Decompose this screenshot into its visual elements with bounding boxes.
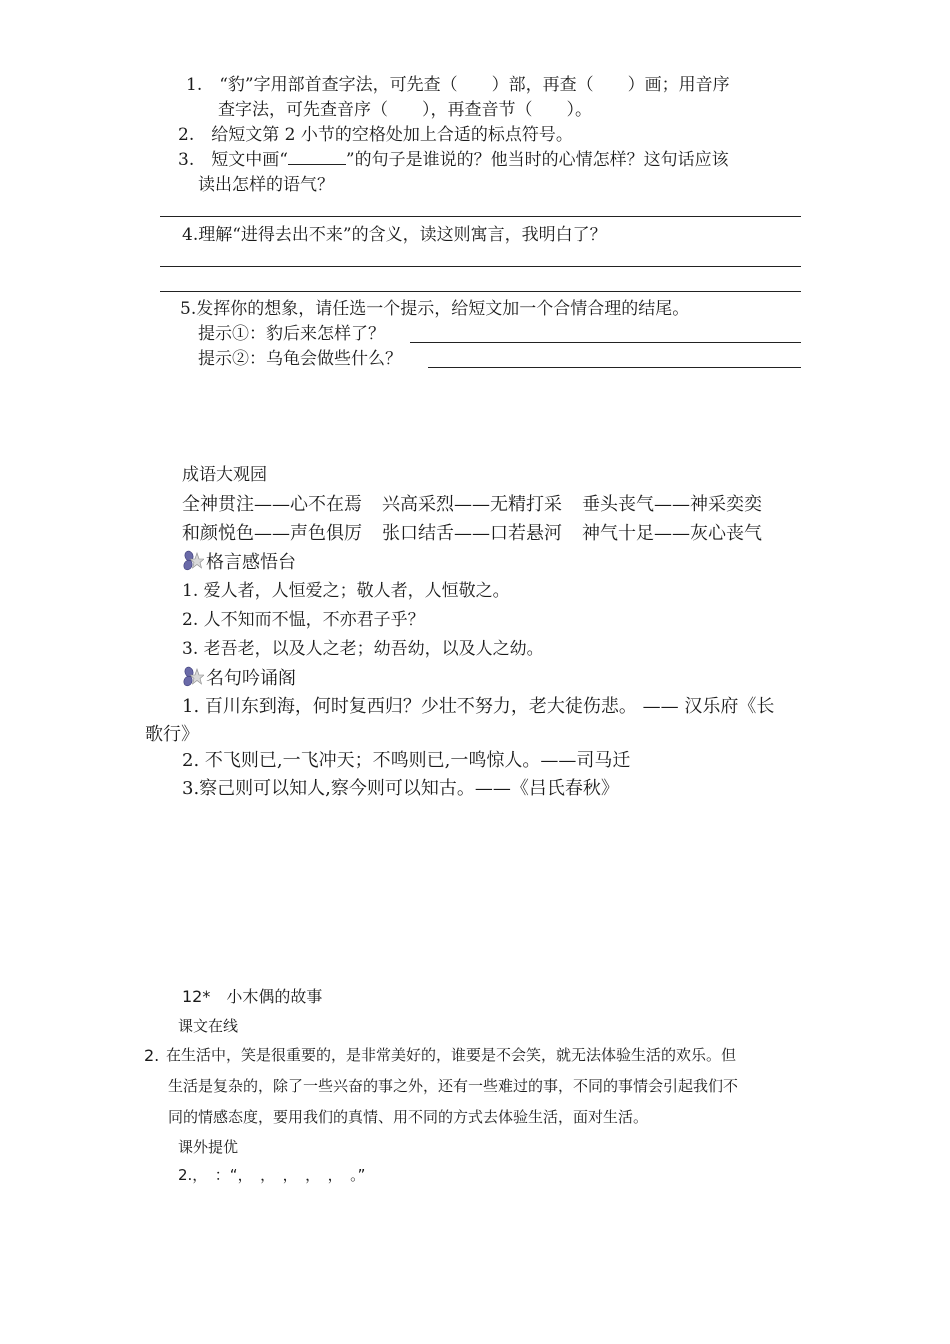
hint-2-label: 提示②：乌龟会做些什么？ [198,349,402,369]
question-1-line1: 1. “豹”字用部首查字法，可先查（ ）部，再查（ ）画；用音序 [186,75,730,95]
quotes-heading [182,666,296,690]
idiom-pair: 和颜悦色——声色俱厉 [182,523,362,544]
question-2: 2. 给短文第 2 小节的空格处加上合适的标点符号。 [178,125,573,145]
idiom-pair: 神气十足——灰心丧气 [582,523,762,544]
star-flower-icon [182,550,204,572]
idioms-row-2 [182,523,762,545]
question-5: 5.发挥你的想象，请任选一个提示，给短文加一个合情合理的结尾。 [180,299,690,319]
idiom-pair: 兴高采烈——无精打采 [382,494,562,515]
hint-2 [198,349,402,369]
idiom-pair: 张口结舌——口若悬河 [382,523,562,544]
answer-line [160,266,801,267]
quote-3: 3.察己则可以知人,察今则可以知古。——《吕氏春秋》 [182,778,619,799]
maxim-item: 3. 老吾老，以及人之老；幼吾幼，以及人之幼。 [182,639,544,659]
section-title-extracurricular: 课外提优 [178,1138,239,1156]
paragraph-line: 生活是复杂的，除了一些兴奋的事之外，还有一些难过的事，不同的事情会引起我们不 [168,1077,739,1095]
question-3-line1 [178,150,729,170]
underline-blank [288,150,346,165]
item-number: 2. [144,1046,160,1065]
idiom-pair: 垂头丧气——神采奕奕 [582,494,762,515]
hint-1-label: 提示①：豹后来怎样了？ [198,324,385,344]
maxim-item: 1. 爱人者，人恒爱之；敬人者，人恒敬之。 [182,581,510,601]
paragraph-line: 同的情感态度，要用我们的真情、用不同的方式去体验生活，面对生活。 [168,1108,649,1126]
answer-line [428,367,801,368]
quote-1-line1: 1. 百川东到海，何时复西归？少壮不努力，老大徒伤悲。 —— 汉乐府《长 [182,696,775,717]
lesson-title: 12* 小木偶的故事 [182,987,323,1006]
question-3-suffix: ”的句子是谁说的？他当时的心情怎样？这句话应该 [345,150,729,170]
section-title-text-online: 课文在线 [178,1017,239,1035]
question-4: 4.理解“进得去出不来”的含义，读这则寓言，我明白了？ [182,225,607,245]
quote-1-line2: 歌行》 [145,724,199,745]
idioms-row-1 [182,494,762,516]
answer-line [410,342,801,343]
star-flower-icon [182,666,204,688]
idiom-pair: 全神贯注——心不在焉 [182,494,362,515]
question-3-prefix: 3. 短文中画“ [178,150,288,170]
quote-2: 2. 不飞则已,一飞冲天；不鸣则已,一鸣惊人。——司马迁 [182,750,631,771]
maxim-item: 2. 人不知而不愠，不亦君子乎？ [182,610,425,630]
answer-line [160,216,801,217]
question-1-line2: 查字法，可先查音序（ ），再查音节（ ）。 [218,100,592,120]
quotes-title: 名句吟诵阁 [206,668,296,689]
answer-line [160,291,801,292]
hint-1 [198,324,385,344]
answer-2: 2.， ：“， ， ， ， ， 。” [178,1166,366,1184]
maxims-heading [182,550,296,574]
maxims-title: 格言感悟台 [206,552,296,573]
question-3-line2: 读出怎样的语气？ [198,175,334,195]
paragraph-line: 在生活中，笑是很重要的，是非常美好的，谁要是不会笑，就无法体验生活的欢乐。但 [166,1046,737,1064]
idioms-title: 成语大观园 [182,465,267,485]
